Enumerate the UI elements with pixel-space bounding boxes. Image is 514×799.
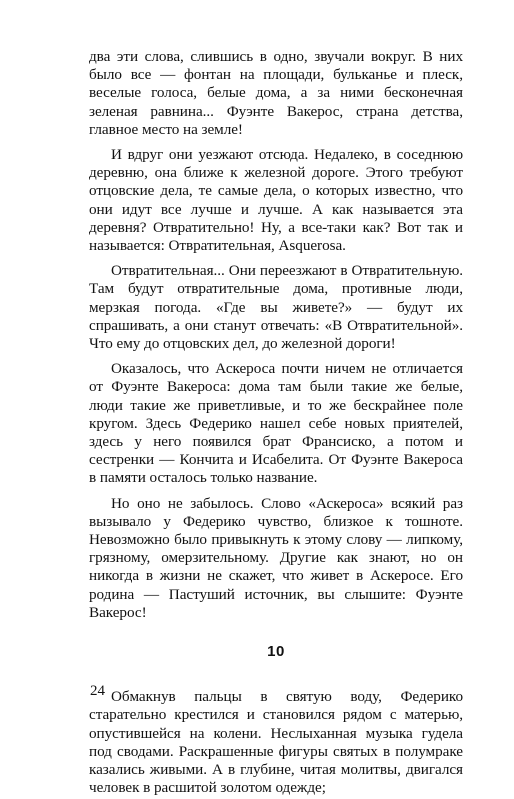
chapter-number: 10 <box>267 643 285 661</box>
paragraph: два эти слова, слившись в одно, звучали вокруг. В них было все — фонтан на площади, бульканье и плеск, веселые голоса, белые дома, а за ними бесконечная зеленая равнина... Фуэнте Вакерос, страна детства, главное место на земле! <box>89 48 463 138</box>
paragraph: Оказалось, что Аскероса почти ничем не отличается от Фуэнте Вакероса: дома там были такие же белые, люди такие же приветливые, и то же бескрайнее поле кругом. Здесь Федерико нашел себе новых приятелей, здесь у него появился брат Франсиско, а потом и сестренки — Кончита и Исабелита. От Фуэнте Вакероса в памяти осталось только название. <box>89 360 463 487</box>
paragraph: Но оно не забылось. Слово «Аскероса» всякий раз вызывало у Федерико чувство, близкое к тошноте. Невозможно было привыкнуть к этому слову — липкому, грязному, омерзительному. Другие как знают, но он никогда в жизни не скажет, что живет в Аскеросе. Его родина — Пастуший источник, вы слышите: Фуэнте Вакерос! <box>89 494 463 621</box>
page-body <box>89 48 463 797</box>
page-number: 24 <box>90 683 105 699</box>
paragraph: Отвратительная... Они переезжают в Отвратительную. Там будут отвратительные дома, противные люди, мерзкая погода. «Где вы живете?» — будут их спрашивать, а они станут отвечать: «В Отвратительной». Что ему до отцовских дел, до железной дороги! <box>89 262 463 353</box>
paragraph: И вдруг они уезжают отсюда. Недалеко, в соседнюю деревню, она ближе к железной дороге. Этого требуют отцовские дела, те самые дела, о которых известно, что они идут все лучше и лучше. А как называется эта деревня? Отвратительно! Ну, а все-таки как? Вот так и называется: Отвратительная, Asquerosa. <box>89 146 463 255</box>
paragraph: Обмакнув пальцы в святую воду, Федерико старательно крестился и становился рядом с матерью, опустившейся на колени. Неслыханная музыка гудела под сводами. Раскрашенные фигуры святых в полумраке казались живыми. А в глубине, читая молитвы, двигался человек в расшитой золотом одежде; <box>89 688 463 797</box>
